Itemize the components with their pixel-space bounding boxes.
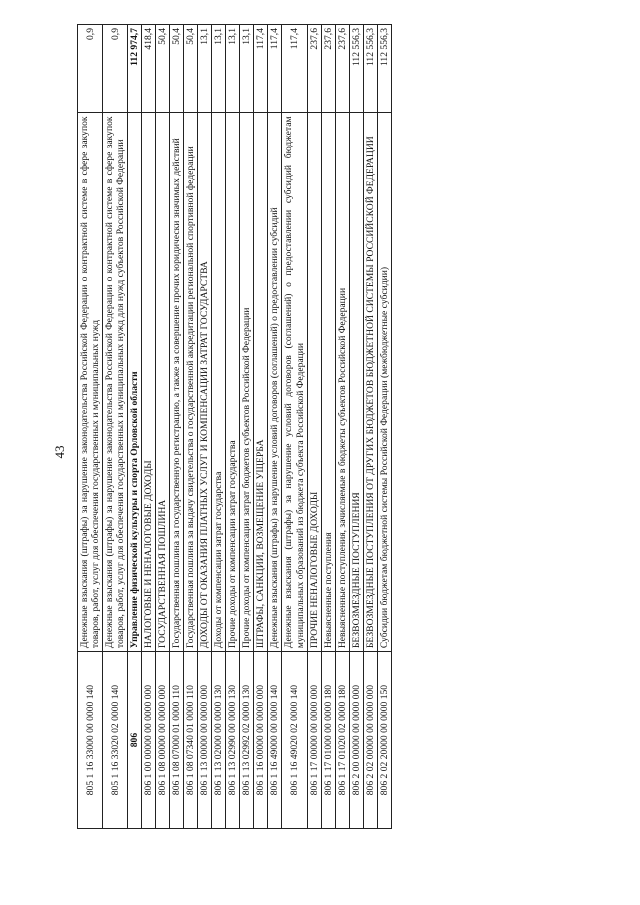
amount-cell: 237,6 — [335, 25, 349, 113]
table-row — [212, 25, 226, 829]
table-row — [254, 25, 268, 829]
code-cell: 805 1 16 33000 00 0000 140 — [78, 652, 103, 829]
table-row — [268, 25, 282, 829]
table-row — [156, 25, 170, 829]
amount-cell: 50,4 — [184, 25, 198, 113]
code-cell: 806 2 00 00000 00 0000 000 — [349, 652, 363, 829]
code-cell: 806 1 17 01000 00 0000 180 — [321, 652, 335, 829]
table-row — [226, 25, 240, 829]
name-cell: ПРОЧИЕ НЕНАЛОГОВЫЕ ДОХОДЫ — [307, 113, 321, 652]
amount-cell: 50,4 — [170, 25, 184, 113]
code-cell: 806 1 08 00000 00 0000 000 — [156, 652, 170, 829]
table-row — [103, 25, 128, 829]
amount-cell: 237,6 — [307, 25, 321, 113]
table-row — [240, 25, 254, 829]
revenue-table-body — [78, 25, 392, 829]
amount-cell: 112 974,7 — [128, 25, 142, 113]
amount-cell: 0,9 — [103, 25, 128, 113]
name-cell: Управление физической культуры и спорта Орловской области — [128, 113, 142, 652]
amount-cell: 112 556,3 — [363, 25, 377, 113]
table-row — [198, 25, 212, 829]
name-cell: Невыясненные поступления — [321, 113, 335, 652]
code-cell: 806 2 02 20000 00 0000 150 — [377, 652, 391, 829]
name-cell: Доходы от компенсации затрат государства — [212, 113, 226, 652]
table-row — [307, 25, 321, 829]
code-cell: 806 1 00 00000 00 0000 000 — [142, 652, 156, 829]
name-cell: ШТРАФЫ, САНКЦИИ, ВОЗМЕЩЕНИЕ УЩЕРБА — [254, 113, 268, 652]
code-cell: 806 2 02 00000 00 0000 000 — [363, 652, 377, 829]
code-cell: 806 1 13 00000 00 0000 000 — [198, 652, 212, 829]
table-row — [349, 25, 363, 829]
code-cell: 806 1 17 01020 02 0000 180 — [335, 652, 349, 829]
amount-cell: 50,4 — [156, 25, 170, 113]
name-cell: Прочие доходы от компенсации затрат бюджетов субъектов Российской Федерации — [240, 113, 254, 652]
name-cell: Невыясненные поступления, зачисляемые в бюджеты субъектов Российской Федерации — [335, 113, 349, 652]
amount-cell: 117,4 — [282, 25, 307, 113]
table-row — [78, 25, 103, 829]
amount-cell: 13,1 — [198, 25, 212, 113]
amount-cell: 13,1 — [240, 25, 254, 113]
name-cell: БЕЗВОЗМЕЗДНЫЕ ПОСТУПЛЕНИЯ ОТ ДРУГИХ БЮДЖЕТОВ БЮДЖЕТНОЙ СИСТЕМЫ РОССИЙСКОЙ ФЕДЕРАЦИИ — [363, 113, 377, 652]
name-cell: Государственная пошлина за выдачу свидетельства о государственной аккредитации региональной спортивной федерации — [184, 113, 198, 652]
name-cell: ДОХОДЫ ОТ ОКАЗАНИЯ ПЛАТНЫХ УСЛУГ И КОМПЕНСАЦИИ ЗАТРАТ ГОСУДАРСТВА — [198, 113, 212, 652]
table-row — [142, 25, 156, 829]
amount-cell: 112 556,3 — [349, 25, 363, 113]
amount-cell: 13,1 — [212, 25, 226, 113]
table-row — [170, 25, 184, 829]
revenue-table — [77, 24, 392, 829]
code-cell: 806 1 16 49000 00 0000 140 — [268, 652, 282, 829]
name-cell: Денежные взыскания (штрафы) за нарушение условий договоров (соглашений) о предоставлении субсидий — [268, 113, 282, 652]
name-cell: Субсидии бюджетам бюджетной системы Российской Федерации (межбюджетные субсидии) — [377, 113, 391, 652]
name-cell: Денежные взыскания (штрафы) за нарушение законодательства Российской Федерации о контрактной системе в сфере закупок товаров, работ, услуг для обеспечения государственных и муниципальных нужд — [78, 113, 103, 652]
table-row — [321, 25, 335, 829]
rotated-page-content — [77, 24, 617, 829]
name-cell: НАЛОГОВЫЕ И НЕНАЛОГОВЫЕ ДОХОДЫ — [142, 113, 156, 652]
name-cell: Государственная пошлина за государственную регистрацию, а также за совершение прочих юридически значимых действий — [170, 113, 184, 652]
page-number: 43 — [52, 445, 67, 459]
name-cell: БЕЗВОЗМЕЗДНЫЕ ПОСТУПЛЕНИЯ — [349, 113, 363, 652]
table-row — [363, 25, 377, 829]
amount-cell: 117,4 — [268, 25, 282, 113]
code-cell: 805 1 16 33020 02 0000 140 — [103, 652, 128, 829]
code-cell: 806 1 16 49020 02 0000 140 — [282, 652, 307, 829]
amount-cell: 0,9 — [78, 25, 103, 113]
code-cell: 806 1 13 02992 02 0000 130 — [240, 652, 254, 829]
code-cell: 806 1 08 07000 01 0000 110 — [170, 652, 184, 829]
amount-cell: 117,4 — [254, 25, 268, 113]
code-cell: 806 — [128, 652, 142, 829]
code-cell: 806 1 13 02000 00 0000 130 — [212, 652, 226, 829]
code-cell: 806 1 16 00000 00 0000 000 — [254, 652, 268, 829]
name-cell: ГОСУДАРСТВЕННАЯ ПОШЛИНА — [156, 113, 170, 652]
code-cell: 806 1 13 02990 00 0000 130 — [226, 652, 240, 829]
amount-cell: 418,4 — [142, 25, 156, 113]
table-row — [184, 25, 198, 829]
name-cell: Прочие доходы от компенсации затрат государства — [226, 113, 240, 652]
name-cell: Денежные взыскания (штрафы) за нарушение условий договоров (соглашений) о предоставлении субсидий бюджетам муниципальных образований из бюджета субъекта Российской Федерации — [282, 113, 307, 652]
table-row — [128, 25, 142, 829]
name-cell: Денежные взыскания (штрафы) за нарушение законодательства Российской Федерации о контрактной системе в сфере закупок товаров, работ, услуг для обеспечения государственных и муниципальных нужд для нужд субъектов Российской Федерации — [103, 113, 128, 652]
code-cell: 806 1 17 00000 00 0000 000 — [307, 652, 321, 829]
table-row — [377, 25, 391, 829]
amount-cell: 13,1 — [226, 25, 240, 113]
amount-cell: 112 556,3 — [377, 25, 391, 113]
code-cell: 806 1 08 07340 01 0000 110 — [184, 652, 198, 829]
table-row — [335, 25, 349, 829]
table-row — [282, 25, 307, 829]
amount-cell: 237,6 — [321, 25, 335, 113]
